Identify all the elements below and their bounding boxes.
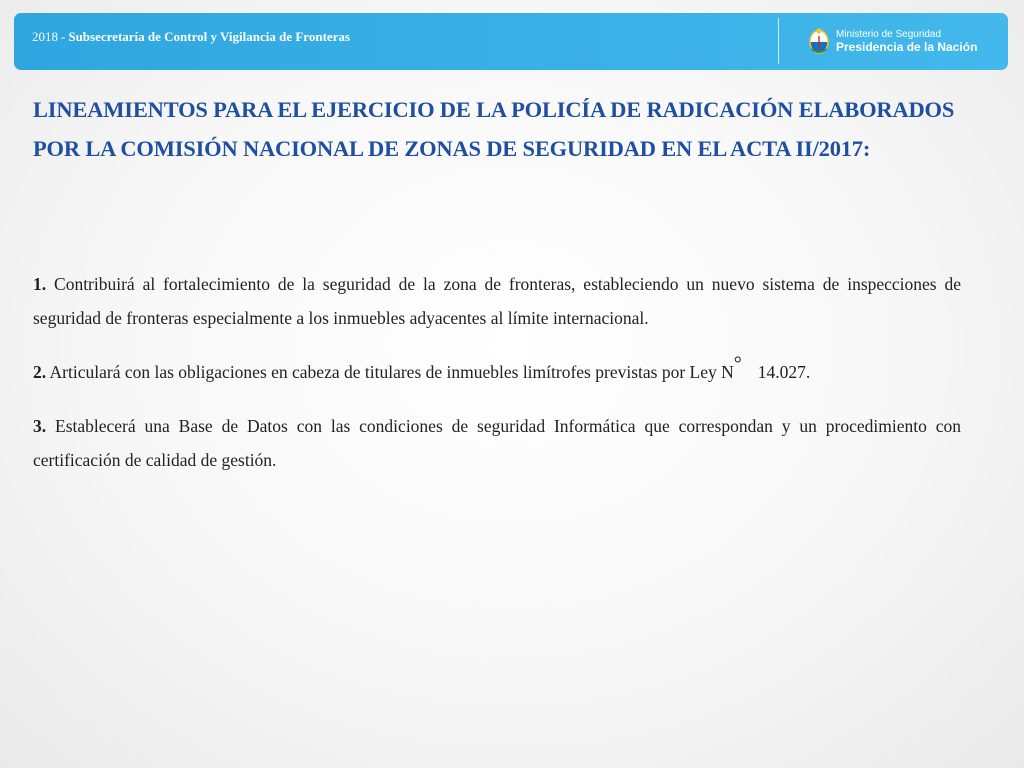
list-item xyxy=(33,409,961,477)
argentina-coat-of-arms-icon xyxy=(808,27,830,55)
page-title: LINEAMIENTOS PARA EL EJERCICIO DE LA POLICÍA DE RADICACIÓN ELABORADOS POR LA COMISIÓN NACIONAL DE ZONAS DE SEGURIDAD EN EL ACTA II/2017: xyxy=(33,97,955,161)
header-caption xyxy=(32,29,350,45)
header-separator: - xyxy=(61,29,66,44)
header-year: 2018 xyxy=(32,29,58,44)
degree-symbol: ° xyxy=(733,353,742,375)
header-bar xyxy=(14,13,1008,70)
guidelines-list xyxy=(33,267,961,477)
ministry-text xyxy=(836,28,977,54)
presidency-name: Presidencia de la Nación xyxy=(836,40,978,54)
header-organization: Subsecretaría de Control y Vigilancia de Fronteras xyxy=(68,29,350,44)
header-divider xyxy=(778,18,779,64)
item-text: Contribuirá al fortalecimiento de la seguridad de la zona de fronteras, estableciendo un nuevo sistema de inspecciones de seguridad de fronteras especialmente a los inmuebles adyacentes al límite internacional. xyxy=(33,274,962,328)
ministry-logo xyxy=(808,27,977,55)
list-item xyxy=(33,355,961,389)
list-item xyxy=(33,267,961,335)
item-number: 1. xyxy=(33,274,47,294)
item-number: 2. xyxy=(33,362,47,382)
item-text: Articulará con las obligaciones en cabeza de titulares de inmuebles limítrofes previstas por Ley N xyxy=(49,362,734,382)
item-text: Establecerá una Base de Datos con las condiciones de seguridad Informática que correspondan y un procedimiento con certificación de calidad de gestión. xyxy=(33,416,961,470)
ministry-name: Ministerio de Seguridad xyxy=(836,29,942,40)
law-number: 14.027. xyxy=(757,362,811,382)
item-number: 3. xyxy=(33,416,47,436)
